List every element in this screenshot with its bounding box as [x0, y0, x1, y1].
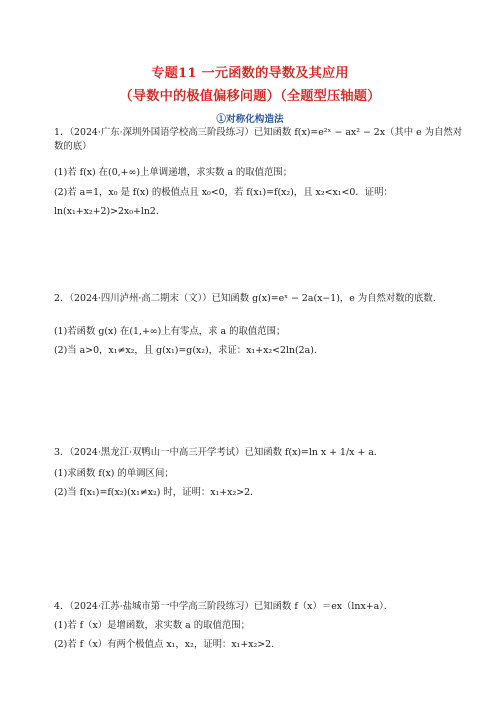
problem-4-intro: 4．（2024·江苏·盐城市第一中学高三阶段练习）已知函数 f（x）＝ex（lnx+a）．: [54, 601, 394, 612]
problem-1-intro: 1．（2024·广东·深圳外国语学校高三阶段练习）已知函数 f(x)=e²ˣ − ax² − 2x（其中 e 为自然对数的底）: [54, 127, 463, 152]
problem-2-part-1: (1)若函数 g(x) 在(1,+∞)上有零点，求 a 的取值范围；: [54, 326, 286, 337]
page-subtitle: （导数中的极值偏移问题）（全题型压轴题）: [119, 89, 381, 104]
problem-2-intro: 2．（2024·四川泸州·高二期末（文））已知函数 g(x)=eˣ − 2a(x−1)，e 为自然对数的底数.: [54, 293, 436, 304]
section-heading: ①对称化构造法: [216, 114, 284, 125]
problem-3-part-2: (2)当 f(x₁)=f(x₂)(x₁≠x₂) 时，证明：x₁+x₂>2．: [54, 487, 260, 498]
problem-4-part-2: (2)若 f（x）有两个极值点 x₁，x₂，证明：x₁+x₂>2.: [54, 639, 275, 650]
problem-1-part-2: (2)若 a=1，x₀ 是 f(x) 的极值点且 x₀<0，若 f(x₁)=f(x₂)，且 x₂<x₁<0．证明：: [54, 187, 393, 198]
page-title: 专题11 一元函数的导数及其应用: [151, 66, 349, 81]
problem-4-part-1: (1)若 f（x）是增函数，求实数 a 的取值范围；: [54, 620, 250, 631]
problem-3-intro: 3．（2024·黑龙江·双鸭山一中高三开学考试）已知函数 f(x)=ln x + 1/x + a．: [54, 447, 384, 458]
problem-3-part-1: (1)求函数 f(x) 的单调区间；: [54, 468, 174, 479]
problem-2-part-2: (2)当 a>0，x₁≠x₂，且 g(x₁)=g(x₂)，求证：x₁+x₂<2ln(2a).: [54, 345, 317, 356]
problem-1-part-1: (1)若 f(x) 在(0,+∞)上单调递增，求实数 a 的取值范围；: [54, 167, 293, 178]
problem-1-part-2-claim: ln(x₁+x₂+2)>2x₀+ln2．: [54, 206, 166, 217]
